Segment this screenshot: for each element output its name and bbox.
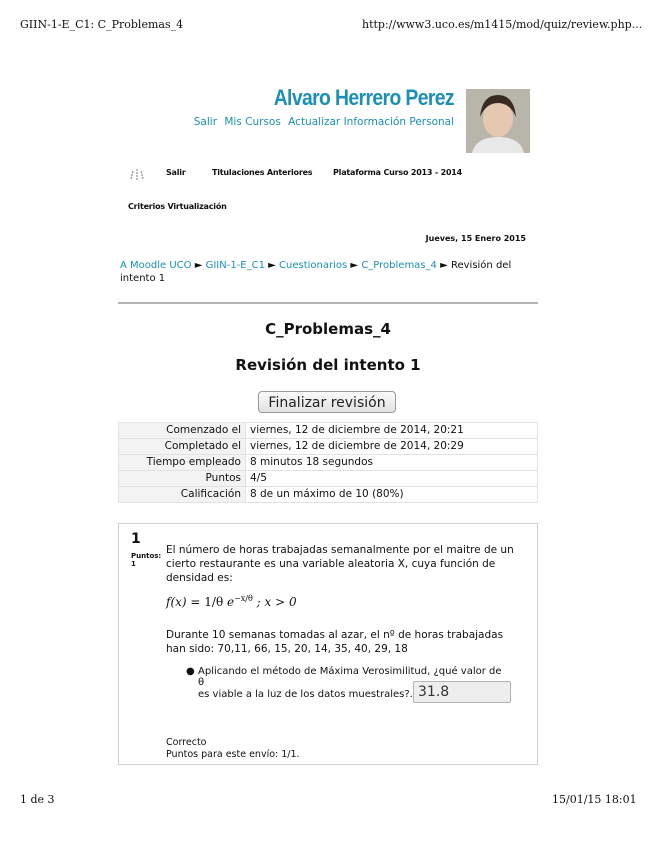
avatar[interactable]	[466, 89, 530, 153]
menu-item-salir[interactable]: Salir	[166, 168, 186, 177]
current-date: Jueves, 15 Enero 2015	[425, 234, 526, 243]
attempt-title: Revisión del intento 1	[235, 356, 421, 374]
breadcrumb-separator: ►	[350, 260, 359, 271]
breadcrumb-separator: ►	[268, 260, 276, 271]
summary-value: viernes, 12 de diciembre de 2014, 20:29	[246, 439, 538, 455]
table-row	[119, 487, 538, 503]
table-row	[119, 423, 538, 439]
feedback-state: Correcto	[166, 737, 207, 748]
table-row	[119, 455, 538, 471]
summary-label: Comenzado el	[119, 423, 246, 439]
formula-exponent: −x/θ	[234, 594, 253, 603]
breadcrumb-current: Revisión del intento 1	[120, 260, 512, 284]
summary-value: 8 minutos 18 segundos	[246, 455, 538, 471]
summary-value: viernes, 12 de diciembre de 2014, 20:21	[246, 423, 538, 439]
question-feedback	[166, 737, 300, 761]
summary-label: Tiempo empleado	[119, 455, 246, 471]
table-row	[119, 439, 538, 455]
question-number: 1	[131, 531, 141, 547]
density-formula	[166, 594, 297, 609]
breadcrumb-separator: ►	[440, 260, 448, 271]
grid-icon[interactable]	[128, 166, 146, 182]
my-courses-link[interactable]: Mis Cursos	[224, 116, 281, 128]
summary-label: Calificación	[119, 487, 246, 503]
summary-label: Completado el	[119, 439, 246, 455]
question-points: Puntos: 1	[131, 552, 162, 568]
formula-fraction: 1/θ	[204, 595, 224, 609]
breadcrumb-quiz[interactable]: C_Problemas_4	[361, 260, 437, 271]
attempt-summary-table	[118, 422, 538, 503]
formula-e: e	[223, 595, 235, 609]
subquestion-text: Aplicando el método de Máxima Verosimilitud, ¿qué valor de θ	[198, 666, 502, 688]
update-profile-link[interactable]: Actualizar Información Personal	[288, 116, 454, 128]
summary-label: Puntos	[119, 471, 246, 487]
user-links	[150, 116, 454, 128]
print-datetime: 15/01/15 18:01	[552, 793, 637, 806]
breadcrumb-home[interactable]: A Moodle UCO	[120, 260, 192, 271]
summary-value: 8 de un máximo de 10 (80%)	[246, 487, 538, 503]
breadcrumb-course[interactable]: GIIN-1-E_C1	[205, 260, 265, 271]
question-data-text: Durante 10 semanas tomadas al azar, el nº de horas trabajadas han sido: 70,11, 66, 15, 20, 14, 35, 40, 29, 18	[166, 629, 504, 655]
summary-value: 4/5	[246, 471, 538, 487]
finish-review-button[interactable]: Finalizar revisión	[258, 391, 396, 413]
menu-item-criterios-virtualizacion[interactable]: Criterios Virtualización	[128, 202, 227, 211]
formula-lhs: f(x) =	[166, 595, 205, 609]
formula-condition: ; x > 0	[252, 595, 297, 609]
print-page-url: http://www3.uco.es/m1415/mod/quiz/review.php...	[362, 18, 642, 31]
subquestion-text-cont: es viable a la luz de los datos muestrales?.	[198, 689, 413, 700]
menu-item-titulaciones-anteriores[interactable]: Titulaciones Anteriores	[212, 168, 313, 177]
question-text: El número de horas trabajadas semanalmente por el maitre de un cierto restaurante es una variable aleatoria X, cuya función de densidad es:	[166, 544, 514, 584]
print-page-number: 1 de 3	[20, 793, 55, 806]
header-divider	[118, 302, 538, 304]
table-row	[119, 471, 538, 487]
bullet-icon: ●	[186, 666, 195, 677]
quiz-title: C_Problemas_4	[265, 320, 391, 338]
feedback-score: Puntos para este envío: 1/1.	[166, 749, 300, 760]
answer-field[interactable]: 31.8	[413, 681, 511, 703]
user-name: Alvaro Herrero Perez	[273, 85, 454, 110]
logout-link[interactable]: Salir	[193, 116, 218, 128]
breadcrumb-quizzes[interactable]: Cuestionarios	[279, 260, 348, 271]
breadcrumb-separator: ►	[194, 260, 203, 271]
breadcrumb	[120, 259, 540, 285]
menu-item-plataforma-curso[interactable]: Plataforma Curso 2013 - 2014	[333, 168, 463, 177]
print-page-title: GIIN-1-E_C1: C_Problemas_4	[20, 18, 184, 31]
